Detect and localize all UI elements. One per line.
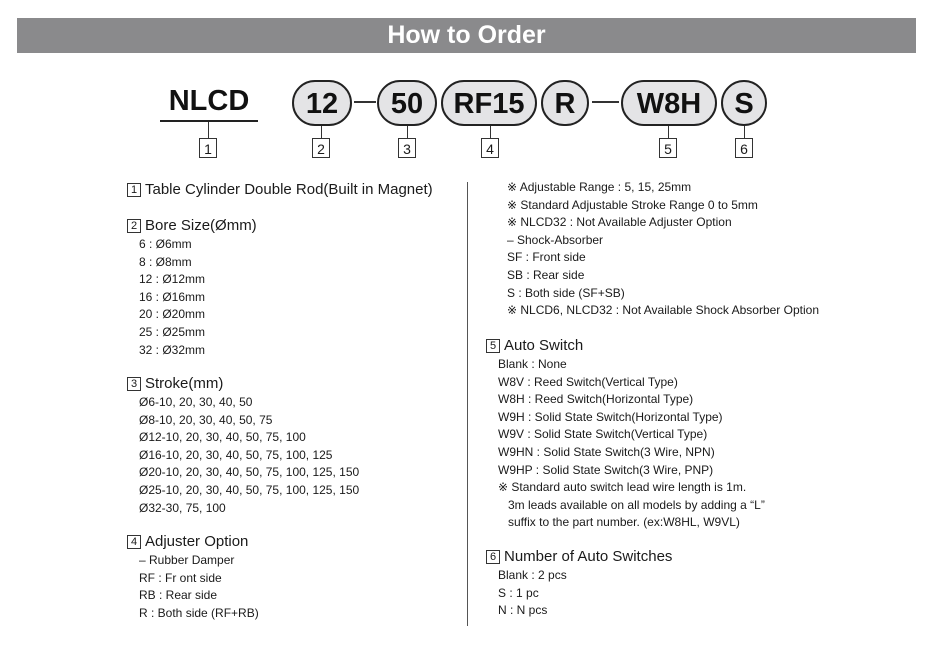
code-part-adjuster: RF15	[441, 80, 537, 126]
list-item: S : Both side (SF+SB)	[507, 285, 625, 300]
section-5	[486, 337, 765, 532]
list-item: 25 : Ø25mm	[139, 324, 206, 339]
list-item: RB : Rear side	[139, 588, 218, 603]
section-4-continued	[495, 179, 819, 320]
list-item: – Rubber Damper	[139, 553, 235, 567]
code-part-stroke: 50	[377, 80, 437, 126]
code-dash	[354, 101, 376, 103]
list-item: 20 : Ø20mm	[139, 307, 206, 322]
code-part-switch: W8H	[621, 80, 717, 126]
connector-line	[208, 122, 209, 138]
section-title: Bore Size(Ømm)	[145, 217, 257, 234]
code-number-1: 1	[199, 138, 217, 158]
list-item: Ø25-10, 20, 30, 40, 50, 75, 100, 125, 150	[139, 482, 360, 497]
section-number: 3	[127, 377, 141, 391]
list-item: Ø12-10, 20, 30, 40, 50, 75, 100	[139, 430, 306, 445]
list-item: R : Both side (RF+RB)	[139, 605, 259, 620]
list-item: RF : Fr ont side	[139, 570, 222, 585]
section-6	[486, 548, 672, 620]
list-item: 32 : Ø32mm	[139, 342, 206, 357]
list-item: ※ Standard auto switch lead wire length is 1m.	[498, 480, 747, 495]
code-number-2: 2	[312, 138, 330, 158]
code-number-5: 5	[659, 138, 677, 158]
code-number-4: 4	[481, 138, 499, 158]
section-number: 2	[127, 219, 141, 233]
list-item: Ø16-10, 20, 30, 40, 50, 75, 100, 125	[139, 447, 333, 462]
section-title: Adjuster Option	[145, 533, 249, 550]
connector-line	[744, 126, 745, 138]
list-item: SF : Front side	[507, 250, 586, 265]
list-item: 6 : Ø6mm	[139, 237, 192, 251]
section-number: 1	[127, 183, 141, 197]
section-number: 4	[127, 535, 141, 549]
page-title: How to Order	[17, 18, 916, 53]
section-title: Table Cylinder Double Rod(Built in Magnet)	[145, 181, 433, 198]
section-title: Auto Switch	[504, 337, 584, 354]
connector-line	[407, 126, 408, 138]
list-item: W8H : Reed Switch(Horizontal Type)	[498, 392, 694, 407]
section-title: Number of Auto Switches	[504, 548, 673, 565]
code-number-3: 3	[398, 138, 416, 158]
list-item: S : 1 pc	[498, 585, 539, 600]
list-item: W9HP : Solid State Switch(3 Wire, PNP)	[498, 462, 714, 477]
section-3	[127, 375, 359, 517]
section-2	[127, 217, 257, 359]
section-number: 6	[486, 550, 500, 564]
code-part-bore: 12	[292, 80, 352, 126]
connector-line	[668, 126, 669, 138]
section-4	[127, 533, 259, 622]
list-item: ※ Standard Adjustable Stroke Range 0 to 5mm	[507, 197, 758, 212]
list-item: Ø8-10, 20, 30, 40, 50, 75	[139, 412, 273, 427]
list-item: W9HN : Solid State Switch(3 Wire, NPN)	[498, 444, 715, 459]
list-item: W9V : Solid State Switch(Vertical Type)	[498, 427, 708, 442]
code-dash	[592, 101, 619, 103]
list-item: Blank : 2 pcs	[498, 568, 567, 582]
section-title: Stroke(mm)	[145, 375, 224, 392]
list-item: W8V : Reed Switch(Vertical Type)	[498, 374, 678, 389]
list-item: Ø6-10, 20, 30, 40, 50	[139, 395, 253, 409]
list-item: ※ NLCD32 : Not Available Adjuster Option	[507, 215, 732, 230]
column-divider	[467, 182, 468, 626]
code-base-nlcd: NLCD	[160, 80, 258, 122]
list-item: ※ NLCD6, NLCD32 : Not Available Shock Absorber Option	[507, 303, 819, 318]
list-item: 16 : Ø16mm	[139, 289, 206, 304]
list-item: suffix to the part number. (ex:W8HL, W9VL)	[508, 515, 740, 530]
connector-line	[321, 126, 322, 138]
section-number: 5	[486, 339, 500, 353]
list-item: 12 : Ø12mm	[139, 272, 206, 287]
list-item: 8 : Ø8mm	[139, 254, 192, 269]
list-item: N : N pcs	[498, 603, 548, 618]
code-part-adjuster-side: R	[541, 80, 589, 126]
code-number-6: 6	[735, 138, 753, 158]
list-item: – Shock-Absorber	[507, 232, 604, 247]
list-item: ※ Adjustable Range : 5, 15, 25mm	[507, 180, 692, 194]
list-item: Blank : None	[498, 357, 567, 371]
code-part-switch-count: S	[721, 80, 767, 126]
section-1	[127, 181, 433, 198]
list-item: SB : Rear side	[507, 267, 585, 282]
list-item: W9H : Solid State Switch(Horizontal Type)	[498, 409, 723, 424]
list-item: 3m leads available on all models by adding a “L”	[508, 497, 765, 512]
list-item: Ø32-30, 75, 100	[139, 500, 226, 515]
connector-line	[490, 126, 491, 138]
list-item: Ø20-10, 20, 30, 40, 50, 75, 100, 125, 150	[139, 465, 360, 480]
